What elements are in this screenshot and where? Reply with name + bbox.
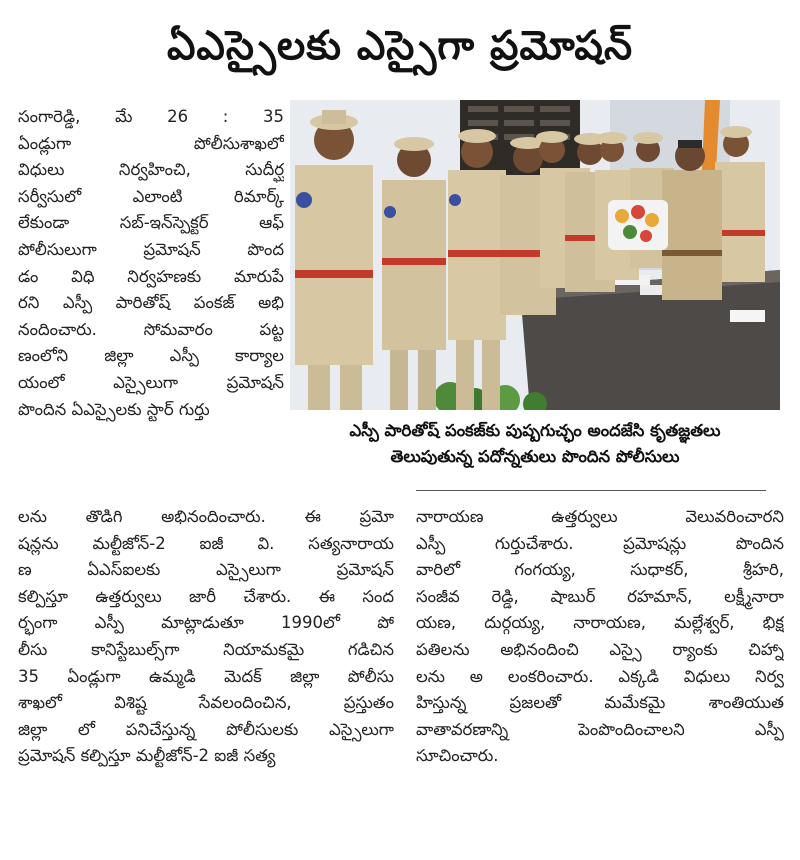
text-line: 35 ఏండ్లుగా ఉమ్మడి మెదక్ జిల్లా పోలీసు — [18, 666, 394, 686]
text-line: ణంలోని జిల్లా ఎస్పీ కార్యాల — [18, 346, 284, 366]
text-line: పొందిన ఏఎస్సైలకు స్టార్ గుర్తు — [18, 399, 210, 419]
text-line: జిల్లా లో పనిచేస్తున్న పోలీసులకు ఎస్సైలుగా — [18, 719, 394, 739]
text-line: సంజీవ రెడ్డి, షాబుర్ రహమాన్, లక్ష్మీనారా — [416, 586, 784, 606]
text-line: సూచించారు. — [416, 746, 499, 766]
text-line: యణ, దుర్గయ్య, నారాయణ, మల్లేశ్వర్, భిక్ష — [416, 613, 784, 633]
photo-caption — [290, 418, 780, 470]
text-line: పతిలను అభినందించి ఎస్సై ర్యాంకు చిహ్నా — [416, 639, 784, 659]
text-line: డం విధి నిర్వహణకు మారుపే — [18, 266, 284, 286]
text-line: వారిలో గంగయ్య, సుధాకర్, శ్రీహరి, — [416, 560, 784, 580]
caption-line: తెలుపుతున్న పదోన్నతులు పొందిన పోలీసులు — [390, 447, 680, 466]
text-line: కల్పిస్తూ ఉత్తర్వులు జారీ చేశారు. ఈ సంద — [18, 586, 394, 606]
text-line: లేకుండా సబ్‌-ఇన్‌స్పెక్టర్ ఆఫ్ — [18, 213, 284, 233]
text-line: ణ ఏఎస్ఐలకు ఎస్సైలుగా ప్రమోషన్ — [18, 560, 394, 580]
text-line: హిస్తున్న ప్రజలతో మమేకమై శాంతియుత — [416, 693, 784, 713]
text-line: ర్భంగా ఎస్పీ మాట్లాడుతూ 1990లో పో — [18, 613, 394, 633]
text-line: లను అ లంకరించారు. ఎక్కడి విధులు నిర్వ — [416, 666, 784, 686]
article-column-right — [416, 504, 784, 770]
text-line: నారాయణ ఉత్తర్వులు వెలువరించారని — [416, 507, 784, 526]
text-line: సర్వీసులో ఎలాంటి రిమార్క్ — [18, 186, 284, 206]
caption-line: ఎస్పీ పారితోష్ పంకజ్‌కు పుష్పగుచ్ఛం అందజేసి కృతజ్ఞతలు — [349, 421, 721, 440]
news-photo — [290, 100, 780, 410]
text-line: వాతావరణాన్ని పెంపొందించాలని ఎస్పీ — [416, 719, 784, 739]
text-line: విధులు నిర్వహించి, సుదీర్ఘ — [18, 160, 284, 180]
text-line: యంలో ఎస్సైలుగా ప్రమోషన్ — [18, 372, 284, 392]
text-line: లను తొడిగి అభినందించారు. ఈ ప్రమో — [18, 507, 394, 526]
text-line: శాఖలో విశిష్ట సేవలందించిన, ప్రస్తుతం — [18, 693, 394, 713]
text-line: సంగారెడ్డి, మే 26 : 35 — [18, 107, 284, 126]
article-column-left-bottom — [18, 504, 394, 770]
text-line: షన్లను మల్టీజోన్‌-2 ఐజీ వి. సత్యనారాయ — [18, 533, 394, 553]
text-line: నందించారు. సోమవారం పట్ట — [18, 319, 284, 339]
caption-divider — [416, 490, 766, 491]
text-line: ఎస్పీ గుర్తుచేశారు. ప్రమోషన్లు పొందిన — [416, 533, 784, 553]
headline: ఏఎస్సైలకు ఎస్సైగా ప్రమోషన్ — [166, 23, 634, 69]
police-promotion-photo — [290, 100, 780, 410]
text-line: ఏండ్లుగా పోలీసుశాఖలో — [18, 133, 284, 153]
text-line: పోలీసులుగా ప్రమోషన్ పొంద — [18, 239, 284, 259]
article-column-left-top — [18, 104, 284, 423]
text-line: రని ఎస్పీ పారితోష్ పంకజ్ అభి — [18, 293, 284, 313]
text-line: ప్రమోషన్ కల్పిస్తూ మల్టీజోన్‌-2 ఐజీ సత్య — [18, 746, 276, 766]
text-line: లీసు కానిస్టేబుల్స్‌గా నియామకమై గడిచిన — [18, 639, 394, 659]
